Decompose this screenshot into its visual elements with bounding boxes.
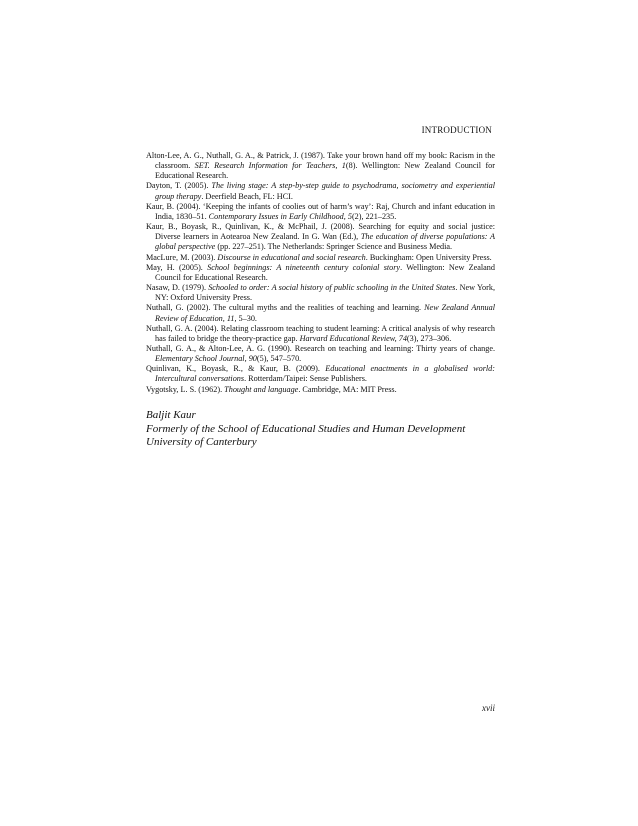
- reference-entry: [146, 151, 495, 181]
- reference-text: Nuthall, G. A. (2004). Relating classroom teaching to student learning: A critical analysis of why research has failed to bridge the theory-practice gap.: [146, 323, 495, 343]
- reference-text: Quinlivan, K., Boyask, R., & Kaur, B. (2009).: [146, 364, 326, 374]
- author-affiliation: Formerly of the School of Educational Studies and Human Development: [146, 422, 466, 435]
- reference-italic-text: Schooled to order: A social history of public schooling in the United States: [208, 283, 456, 293]
- reference-text: . Deerfield Beach, FL: HCI.: [201, 191, 293, 201]
- reference-italic-text: 90: [248, 354, 257, 364]
- reference-italic-text: New Zealand Annual Review of Education: [155, 303, 495, 323]
- reference-italic-text: 11: [226, 313, 235, 323]
- reference-text: Nasaw, D. (1979).: [146, 283, 209, 293]
- reference-italic-text: The education of diverse populations: A global perspective: [155, 232, 495, 252]
- reference-italic-text: Discourse in educational and social research: [217, 252, 366, 262]
- reference-italic-text: Harvard Educational Review, 74: [299, 333, 407, 343]
- reference-italic-text: SET. Research Information for Teachers: [194, 161, 336, 171]
- reference-italic-text: The living stage: A step-by-step guide to psychodrama, sociometry and experiential group therapy: [155, 181, 495, 201]
- reference-text: Kaur, B. (2004). ‘Keeping the infants of coolies out of harm’s way’: Raj, Church and infant education in India, 1830–51.: [146, 201, 495, 221]
- author-institution: University of Canterbury: [146, 436, 257, 448]
- reference-entry: [146, 303, 495, 323]
- reference-text: . Wellington: New Zealand Council for Educational Research.: [155, 262, 495, 282]
- author-signature-block: [146, 409, 546, 450]
- reference-text: ,: [343, 211, 348, 221]
- reference-entry: [146, 364, 495, 384]
- reference-entry: [146, 283, 495, 303]
- reference-italic-text: Contemporary Issues in Early Childhood: [208, 211, 344, 221]
- reference-text: MacLure, M. (2003).: [146, 252, 218, 262]
- reference-text: (8). Wellington: New Zealand Council for Educational Research.: [155, 161, 496, 181]
- reference-text: (5), 547–570.: [256, 354, 302, 364]
- reference-text: (3), 273–306.: [406, 333, 452, 343]
- reference-text: ,: [222, 313, 227, 323]
- reference-text: . Buckingham: Open University Press.: [365, 252, 492, 262]
- running-head: INTRODUCTION: [421, 125, 492, 135]
- reference-entry: [146, 202, 495, 222]
- reference-entry: [146, 385, 495, 395]
- reference-italic-text: 5: [347, 211, 352, 221]
- reference-text: . Cambridge, MA: MIT Press.: [298, 384, 397, 394]
- reference-entry: [146, 222, 495, 252]
- reference-text: Kaur, B., Boyask, R., Quinlivan, K., & McPhail, J. (2008). Searching for equity and social justice: Diverse learners in Aotearoa New Zealand. In G. Wan (Ed.),: [146, 222, 495, 242]
- author-name: Baljit Kaur: [146, 409, 196, 421]
- reference-text: ,: [244, 354, 249, 364]
- reference-italic-text: Elementary School Journal: [155, 354, 245, 364]
- reference-text: (pp. 227–251). The Netherlands: Springer Science and Business Media.: [215, 242, 453, 252]
- reference-text: . New York, NY: Oxford University Press.: [155, 283, 495, 303]
- reference-entry: [146, 324, 495, 344]
- reference-italic-text: Thought and language: [224, 384, 299, 394]
- reference-italic-text: School beginnings: A nineteenth century colonial story: [207, 262, 401, 272]
- reference-text: Vygotsky, L. S. (1962).: [146, 384, 225, 394]
- reference-entry: [146, 344, 495, 364]
- reference-italic-text: 1: [341, 161, 346, 171]
- reference-text: Nuthall, G. (2002). The cultural myths and the realities of teaching and learning.: [146, 303, 425, 313]
- reference-text: Alton-Lee, A. G., Nuthall, G. A., & Patrick, J. (1987). Take your brown hand off my book: Racism in the classroom.: [146, 151, 495, 171]
- reference-text: Nuthall, G. A., & Alton-Lee, A. G. (1990). Research on teaching and learning: Thirty years of change.: [146, 343, 495, 353]
- reference-text: . Rotterdam/Taipei: Sense Publishers.: [244, 374, 367, 384]
- reference-text: ,: [335, 161, 342, 171]
- reference-text: (2), 221–235.: [351, 211, 397, 221]
- page-number: xvii: [482, 703, 495, 713]
- reference-text: , 5–30.: [234, 313, 257, 323]
- reference-text: May, H. (2005).: [146, 262, 208, 272]
- reference-entry: [146, 253, 495, 263]
- reference-list: [146, 151, 495, 395]
- reference-entry: [146, 263, 495, 283]
- reference-text: Dayton, T. (2005).: [146, 181, 212, 191]
- reference-italic-text: Educational enactments in a globalised world: Intercultural conversations: [155, 364, 495, 384]
- reference-entry: [146, 181, 495, 201]
